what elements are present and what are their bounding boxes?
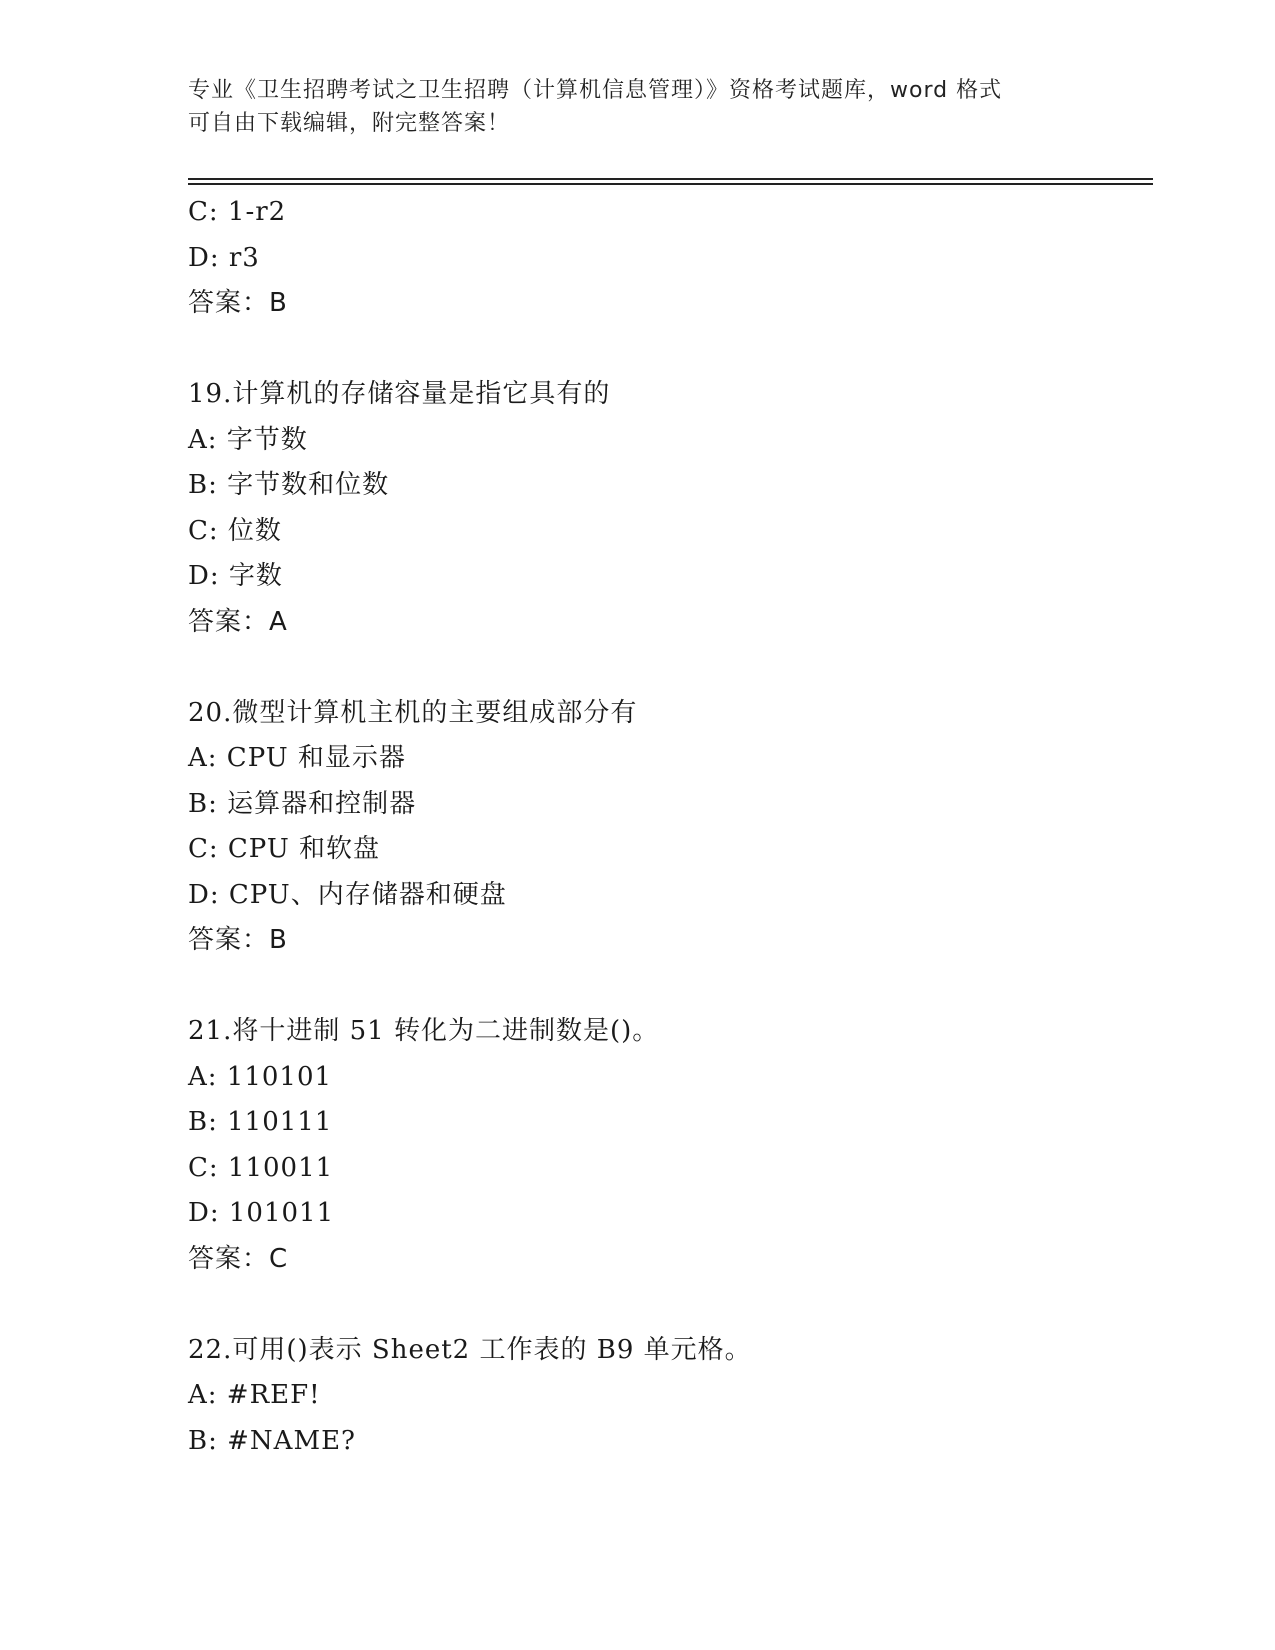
document-header — [188, 74, 1088, 140]
question-block-22 — [188, 1328, 1148, 1465]
option-d: D: r3 — [188, 242, 260, 273]
option-c: C: 位数 — [188, 515, 282, 546]
option-b: B: 字节数和位数 — [188, 470, 390, 500]
spacer — [188, 964, 1148, 1010]
header-rule-bottom — [188, 183, 1153, 185]
header-rule-top — [188, 178, 1153, 180]
option-a: A: 字节数 — [188, 424, 308, 455]
header-line-2: 可自由下载编辑，附完整答案！ — [188, 111, 511, 136]
option-c: C: CPU 和软盘 — [188, 834, 381, 864]
question-stem: 21.将十进制 51 转化为二进制数是()。 — [188, 1016, 660, 1046]
question-block-21 — [188, 1009, 1148, 1282]
option-b: B: 110111 — [188, 1107, 333, 1137]
option-a: A: 110101 — [188, 1061, 333, 1092]
header-line-1: 专业《卫生招聘考试之卫生招聘（计算机信息管理）》资格考试题库，word 格式 — [188, 78, 1003, 103]
question-block-19 — [188, 372, 1148, 645]
answer-line: 答案：B — [188, 288, 288, 318]
question-stem: 19.计算机的存储容量是指它具有的 — [188, 379, 611, 409]
option-a: A: CPU 和显示器 — [188, 743, 406, 773]
spacer — [188, 645, 1148, 691]
question-stem: 22.可用()表示 Sheet2 工作表的 B9 单元格。 — [188, 1334, 752, 1365]
option-b: B: #NAME? — [188, 1425, 356, 1456]
option-c: C: 1-r2 — [188, 197, 287, 227]
option-d: D: 101011 — [188, 1198, 335, 1228]
question-list — [188, 190, 1148, 1464]
option-a: A: #REF! — [188, 1380, 321, 1410]
option-d: D: CPU、内存储器和硬盘 — [188, 879, 507, 910]
answer-line: 答案：A — [188, 606, 288, 637]
option-b: B: 运算器和控制器 — [188, 788, 417, 819]
question-block-previous — [188, 190, 1148, 327]
option-d: D: 字数 — [188, 561, 283, 591]
answer-line: 答案：B — [188, 925, 288, 955]
question-stem: 20.微型计算机主机的主要组成部分有 — [188, 697, 638, 728]
answer-line: 答案：C — [188, 1243, 289, 1274]
spacer — [188, 1282, 1148, 1328]
question-block-20 — [188, 691, 1148, 964]
spacer — [188, 327, 1148, 373]
option-c: C: 110011 — [188, 1152, 334, 1183]
